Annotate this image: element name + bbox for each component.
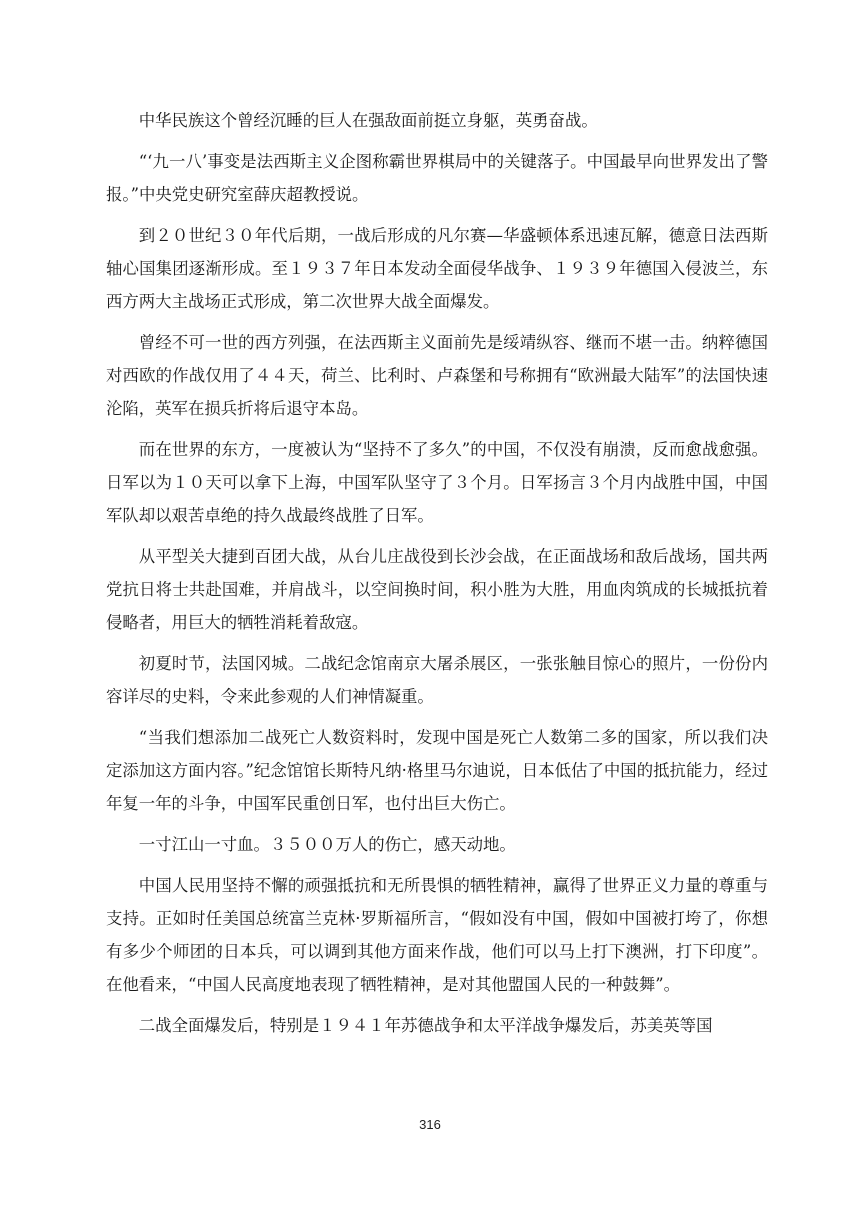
document-body [106, 104, 768, 1050]
paragraph: 中华民族这个曾经沉睡的巨人在强敌面前挺立身躯，英勇奋战。 [138, 111, 598, 130]
paragraph: 曾经不可一世的西方列强，在法西斯主义面前先是绥靖纵容、继而不堪一击。纳粹德国对西欧的作战仅用了４４天，荷兰、比利时、卢森堡和号称拥有“欧洲最大陆军”的法国快速沦陷，英军在损兵折将后退守本岛。 [106, 333, 768, 418]
paragraph: 中国人民用坚持不懈的顽强抵抗和无所畏惧的牺牲精神，赢得了世界正义力量的尊重与支持。正如时任美国总统富兰克林·罗斯福所言，“假如没有中国，假如中国被打垮了，你想有多少个师团的日本兵，可以调到其他方面来作战，他们可以马上打下澳洲，打下印度”。在他看来，“中国人民高度地表现了牺牲精神，是对其他盟国人民的一种鼓舞”。 [106, 876, 768, 994]
paragraph: “‘九一八’事变是法西斯主义企图称霸世界棋局中的关键落子。中国最早向世界发出了警报。”中央党史研究室薛庆超教授说。 [106, 152, 768, 204]
paragraph: “当我们想添加二战死亡人数资料时，发现中国是死亡人数第二多的国家，所以我们决定添加这方面内容。”纪念馆馆长斯特凡纳·格里马尔迪说，日本低估了中国的抵抗能力，经过年复一年的斗争，中国军民重创日军，也付出巨大伤亡。 [106, 728, 768, 813]
paragraph: 初夏时节，法国冈城。二战纪念馆南京大屠杀展区，一张张触目惊心的照片，一份份内容详尽的史料，令来此参观的人们神情凝重。 [106, 654, 768, 706]
paragraph: 一寸江山一寸血。３５００万人的伤亡，感天动地。 [138, 835, 516, 854]
paragraph: 而在世界的东方，一度被认为“坚持不了多久”的中国，不仅没有崩溃，反而愈战愈强。日军以为１０天可以拿下上海，中国军队坚守了３个月。日军扬言３个月内战胜中国，中国军队却以艰苦卓绝的持久战最终战胜了日军。 [106, 440, 768, 525]
page-number: 316 [419, 1117, 441, 1132]
paragraph: 到２０世纪３０年代后期，一战后形成的凡尔赛—华盛顿体系迅速瓦解，德意日法西斯轴心国集团逐渐形成。至１９３７年日本发动全面侵华战争、１９３９年德国入侵波兰，东西方两大主战场正式形成，第二次世界大战全面爆发。 [106, 226, 768, 311]
paragraph: 从平型关大捷到百团大战，从台儿庄战役到长沙会战，在正面战场和敌后战场，国共两党抗日将士共赴国难，并肩战斗，以空间换时间，积小胜为大胜，用血肉筑成的长城抵抗着侵略者，用巨大的牺牲消耗着敌寇。 [106, 547, 768, 632]
paragraph: 二战全面爆发后，特别是１９４１年苏德战争和太平洋战争爆发后，苏美英等国 [138, 1016, 713, 1035]
